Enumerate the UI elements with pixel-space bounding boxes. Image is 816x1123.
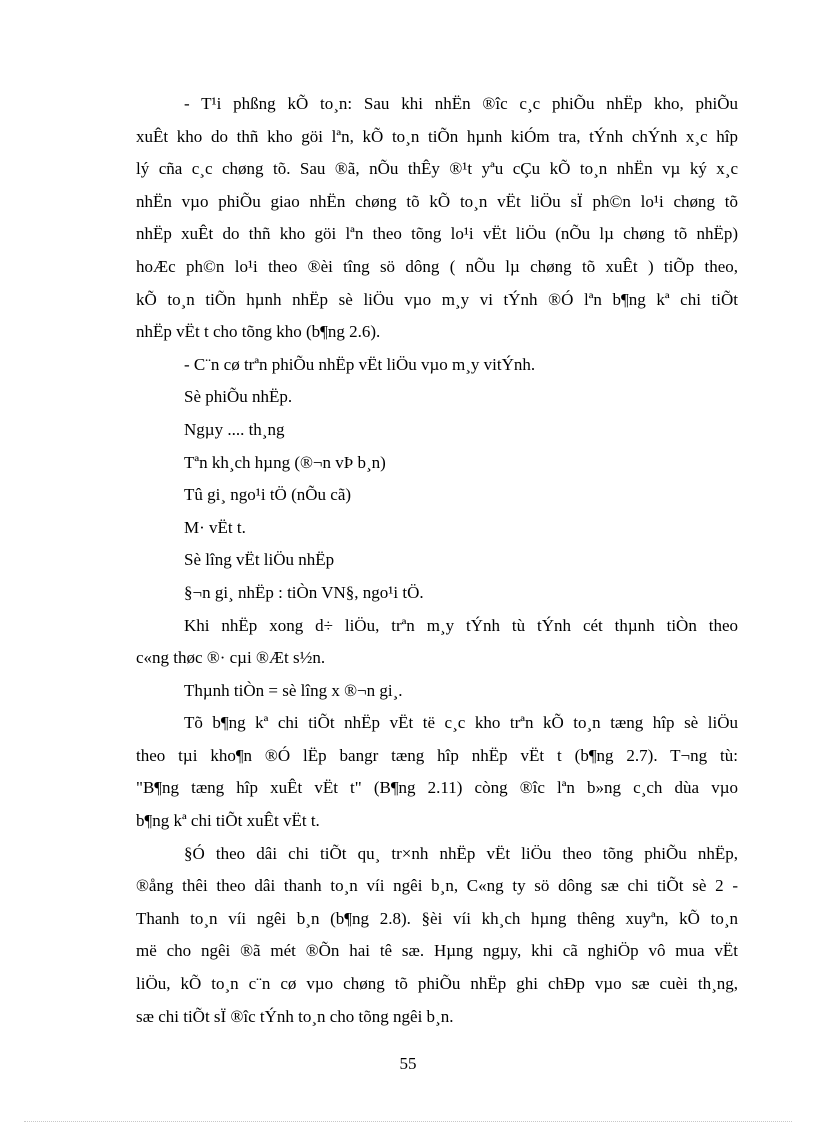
text-line: sæ chi tiÕt sÏ ®îc tÝnh to¸n cho tõng ngêi b¸n. <box>136 1006 454 1026</box>
text-line: §Ó theo dâi chi tiÕt qu¸ tr×nh nhËp vËt liÖu theo tõng phiÕu nhËp, <box>184 843 738 863</box>
text-line: xuÊt kho do thñ kho göi lªn, kÕ to¸n tiÕn hµnh kiÓm tra, tÝnh chÝnh x¸c hîp <box>136 126 738 146</box>
page-bottom-divider <box>24 1121 792 1122</box>
text-line: nhËn vµo phiÕu giao nhËn chøng tõ kÕ to¸n vËt liÖu sÏ ph©n lo¹i chøng tõ <box>136 191 738 211</box>
text-line: më cho ngêi ®ã mét ®Õn hai tê sæ. Hµng ngµy, khi cã nghiÖp vô mua vËt <box>136 941 738 961</box>
text-line: Thµnh tiÒn = sè lîng x ®¬n gi¸. <box>184 680 403 700</box>
text-line: Tû gi¸ ngo¹i tÖ (nÕu cã) <box>184 485 352 505</box>
text-line: Khi nhËp xong d÷ liÖu, trªn m¸y tÝnh tù tÝnh cét thµnh tiÒn theo <box>184 615 738 635</box>
body-text <box>136 88 738 1033</box>
text-line: Sè phiÕu nhËp. <box>184 387 293 407</box>
text-line: Sè lîng vËt liÖu nhËp <box>184 550 335 570</box>
text-line: - T¹i phßng kÕ to¸n: Sau khi nhËn ®îc c¸c phiÕu nhËp kho, phiÕu <box>184 94 738 113</box>
page-number: 55 <box>399 1054 417 1073</box>
text-line: liÖu, kÕ to¸n c¨n cø vµo chøng tõ phiÕu nhËp ghi chÐp vµo sæ cuèi th¸ng, <box>136 974 738 994</box>
text-line: Thanh to¸n víi ngêi b¸n (b¶ng 2.8). §èi víi kh¸ch hµng thêng xuyªn, kÕ to¸n <box>136 908 738 928</box>
text-line: M· vËt t. <box>184 517 246 537</box>
text-line: §¬n gi¸ nhËp : tiÒn VN§, ngo¹i tÖ. <box>184 582 424 602</box>
text-line: kÕ to¸n tiÕn hµnh nhËp sè liÖu vµo m¸y vi tÝnh ®Ó lªn b¶ng kª chi tiÕt <box>136 289 738 309</box>
text-line: lý cña c¸c chøng tõ. Sau ®ã, nÕu thÊy ®¹t yªu cÇu kÕ to¸n nhËn vµ ký x¸c <box>136 159 738 179</box>
text-line: nhËp vËt t cho tõng kho (b¶ng 2.6). <box>136 322 381 342</box>
text-line: Tõ b¶ng kª chi tiÕt nhËp vËt të c¸c kho trªn kÕ to¸n tæng hîp sè liÖu <box>184 713 738 733</box>
text-line: Tªn kh¸ch hµng (®¬n vÞ b¸n) <box>184 452 386 472</box>
text-line: theo tµi kho¶n ®Ó lËp bangr tæng hîp nhËp vËt t (b¶ng 2.7). T¬ng tù: <box>136 745 738 765</box>
text-line: hoÆc ph©n lo¹i theo ®èi tîng sö dông ( nÕu lµ chøng tõ xuÊt ) tiÕp theo, <box>136 256 738 276</box>
text-line: - C¨n cø trªn phiÕu nhËp vËt liÖu vµo m¸y vitÝnh. <box>184 354 536 374</box>
text-line: "B¶ng tæng hîp xuÊt vËt t" (B¶ng 2.11) còng ®îc lªn b»ng c¸ch dùa vµo <box>136 778 738 798</box>
text-line: b¶ng kª chi tiÕt xuÊt vËt t. <box>136 811 320 831</box>
text-line: c«ng thøc ®· cµi ®Æt s½n. <box>136 648 326 668</box>
text-line: Ngµy .... th¸ng <box>184 419 285 439</box>
text-line: ®ång thêi theo dâi thanh to¸n víi ngêi b¸n, C«ng ty sö dông sæ chi tiÕt sè 2 - <box>136 876 738 896</box>
text-line: nhËp xuÊt do thñ kho göi lªn theo tõng lo¹i vËt liÖu (nÕu lµ chøng tõ nhËp) <box>136 224 738 244</box>
